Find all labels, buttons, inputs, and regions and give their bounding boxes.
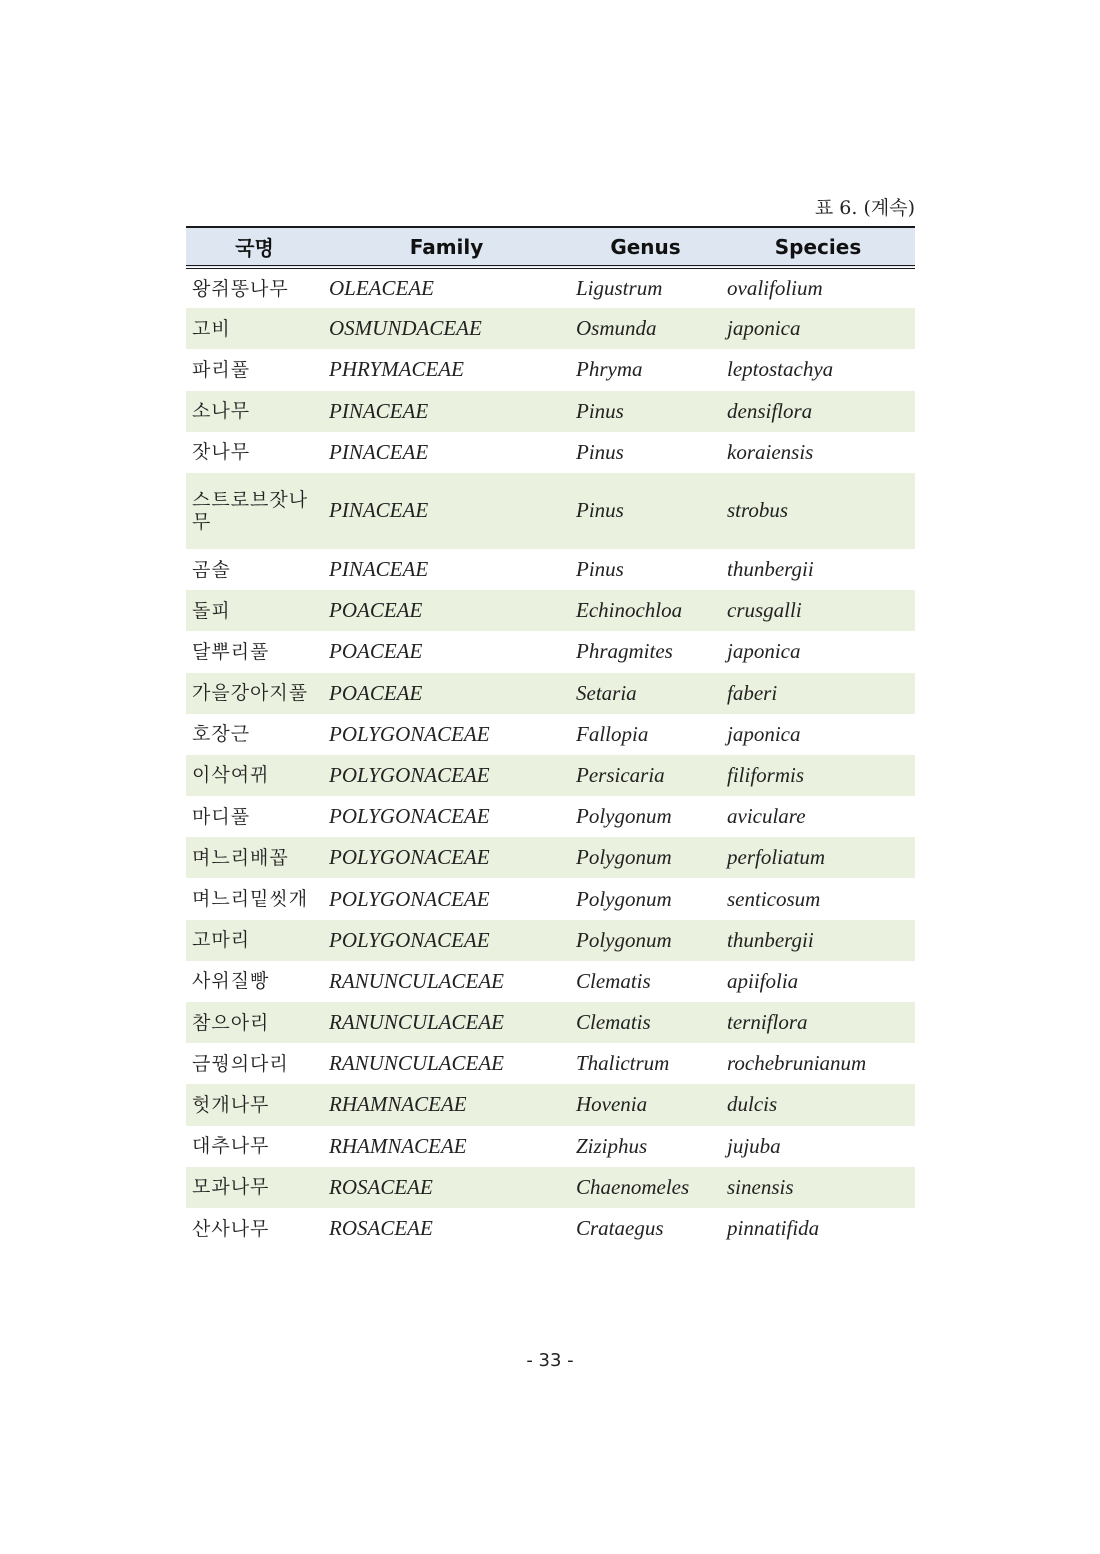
family-cell: POLYGONACEAE xyxy=(329,886,490,911)
table-row xyxy=(186,308,915,349)
genus-cell: Pinus xyxy=(576,439,624,464)
family-cell: ROSACEAE xyxy=(329,1174,433,1199)
species-cell: crusgalli xyxy=(727,598,802,623)
korean-name-cell: 참으아리 xyxy=(192,1011,270,1034)
genus-cell: Setaria xyxy=(576,680,637,705)
family-cell: POLYGONACEAE xyxy=(329,721,490,746)
korean-name-cell: 금꿩의다리 xyxy=(192,1052,289,1075)
table-row xyxy=(186,1208,915,1249)
genus-cell: Persicaria xyxy=(576,762,665,787)
family-cell: PINACEAE xyxy=(329,398,429,423)
species-cell: perfoliatum xyxy=(727,845,825,870)
family-cell: POLYGONACEAE xyxy=(329,762,490,787)
family-cell: OSMUNDACEAE xyxy=(329,316,482,341)
table-row xyxy=(186,961,915,1002)
korean-name-cell: 호장근 xyxy=(192,723,251,746)
header-genus: Genus xyxy=(570,227,721,267)
table-row xyxy=(186,267,915,308)
korean-name-cell: 잣나무 xyxy=(192,441,251,464)
genus-cell: Phryma xyxy=(576,357,643,382)
korean-name-cell: 모과나무 xyxy=(192,1176,270,1199)
species-cell: thunbergii xyxy=(727,557,814,582)
table-row xyxy=(186,837,915,878)
header-korean-name: 국명 xyxy=(186,227,323,267)
table-row xyxy=(186,391,915,432)
genus-cell: Chaenomeles xyxy=(576,1174,690,1199)
species-cell: thunbergii xyxy=(727,927,814,952)
genus-cell: Pinus xyxy=(576,498,624,523)
genus-cell: Hovenia xyxy=(576,1092,648,1117)
genus-cell: Clematis xyxy=(576,1010,651,1035)
family-cell: PINACEAE xyxy=(329,557,429,582)
species-cell: leptostachya xyxy=(727,357,834,382)
species-cell: terniflora xyxy=(727,1010,808,1035)
species-cell: densiflora xyxy=(727,398,813,423)
family-cell: PINACEAE xyxy=(329,498,429,523)
species-table xyxy=(186,226,915,1249)
family-cell: RANUNCULACEAE xyxy=(329,1051,505,1076)
korean-name-cell: 왕쥐똥나무 xyxy=(192,277,289,300)
genus-cell: Pinus xyxy=(576,398,624,423)
table-row xyxy=(186,920,915,961)
family-cell: RHAMNACEAE xyxy=(329,1133,467,1158)
family-cell: RHAMNACEAE xyxy=(329,1092,467,1117)
family-cell: ROSACEAE xyxy=(329,1216,433,1241)
species-cell: filiformis xyxy=(727,762,805,787)
korean-name-cell: 마디풀 xyxy=(192,805,251,828)
korean-name-cell: 파리풀 xyxy=(192,358,251,381)
table-row xyxy=(186,714,915,755)
table-row xyxy=(186,549,915,590)
genus-cell: Thalictrum xyxy=(576,1051,670,1076)
genus-cell: Osmunda xyxy=(576,316,657,341)
genus-cell: Polygonum xyxy=(576,927,672,952)
species-cell: faberi xyxy=(727,680,778,705)
page-number: - 33 - xyxy=(526,1350,574,1371)
genus-cell: Fallopia xyxy=(576,721,649,746)
korean-name-cell: 고비 xyxy=(192,317,231,340)
table-row xyxy=(186,796,915,837)
table-row xyxy=(186,432,915,473)
table-row xyxy=(186,590,915,631)
family-cell: POACEAE xyxy=(329,680,423,705)
header-family: Family xyxy=(323,227,570,267)
species-cell: pinnatifida xyxy=(727,1216,820,1241)
genus-cell: Crataegus xyxy=(576,1216,664,1241)
genus-cell: Phragmites xyxy=(576,639,673,664)
table-row xyxy=(186,755,915,796)
family-cell: POACEAE xyxy=(329,598,423,623)
family-cell: POLYGONACEAE xyxy=(329,927,490,952)
family-cell: POLYGONACEAE xyxy=(329,845,490,870)
family-cell: PINACEAE xyxy=(329,439,429,464)
korean-name-cell: 곰솔 xyxy=(192,558,231,581)
species-cell: japonica xyxy=(727,721,801,746)
table-row xyxy=(186,1043,915,1084)
korean-name-cell: 사위질빵 xyxy=(192,970,270,993)
table-row xyxy=(186,878,915,919)
species-cell: japonica xyxy=(727,316,801,341)
species-cell: ovalifolium xyxy=(727,276,823,301)
species-cell: dulcis xyxy=(727,1092,778,1117)
species-cell: apiifolia xyxy=(727,968,799,993)
korean-name-cell: 가을강아지풀 xyxy=(192,682,309,705)
species-cell: koraiensis xyxy=(727,439,814,464)
family-cell: POLYGONACEAE xyxy=(329,804,490,829)
korean-name-cell: 며느리배꼽 xyxy=(192,846,289,869)
korean-name-cell: 스트로브잣나무 xyxy=(192,488,309,533)
table-caption: 표 6. (계속) xyxy=(814,197,915,219)
korean-name-cell: 이삭여뀌 xyxy=(192,764,270,787)
genus-cell: Polygonum xyxy=(576,886,672,911)
species-cell: sinensis xyxy=(727,1174,794,1199)
species-cell: aviculare xyxy=(727,804,806,829)
korean-name-cell: 돌피 xyxy=(192,599,231,622)
genus-cell: Pinus xyxy=(576,557,624,582)
genus-cell: Echinochloa xyxy=(576,598,683,623)
genus-cell: Ziziphus xyxy=(576,1133,648,1158)
genus-cell: Polygonum xyxy=(576,804,672,829)
korean-name-cell: 소나무 xyxy=(192,400,251,423)
korean-name-cell: 산사나무 xyxy=(192,1217,270,1240)
species-cell: senticosum xyxy=(727,886,821,911)
table-row xyxy=(186,1084,915,1125)
family-cell: OLEACEAE xyxy=(329,276,434,301)
table-row xyxy=(186,1167,915,1208)
korean-name-cell: 며느리밑씻개 xyxy=(192,888,309,911)
species-cell: jujuba xyxy=(727,1133,781,1158)
table-row xyxy=(186,1002,915,1043)
family-cell: RANUNCULACEAE xyxy=(329,968,505,993)
table-row xyxy=(186,631,915,672)
table-row xyxy=(186,473,915,549)
korean-name-cell: 헛개나무 xyxy=(192,1093,270,1116)
header-species: Species xyxy=(721,227,915,267)
table-header-row xyxy=(186,227,915,267)
species-cell: rochebrunianum xyxy=(727,1051,867,1076)
species-cell: japonica xyxy=(727,639,801,664)
family-cell: PHRYMACEAE xyxy=(329,357,464,382)
species-cell: strobus xyxy=(727,498,789,523)
genus-cell: Clematis xyxy=(576,968,651,993)
genus-cell: Ligustrum xyxy=(576,276,663,301)
family-cell: RANUNCULACEAE xyxy=(329,1010,505,1035)
table-row xyxy=(186,349,915,390)
family-cell: POACEAE xyxy=(329,639,423,664)
korean-name-cell: 대추나무 xyxy=(192,1135,270,1158)
table-row xyxy=(186,673,915,714)
korean-name-cell: 고마리 xyxy=(192,929,251,952)
korean-name-cell: 달뿌리풀 xyxy=(192,640,270,663)
genus-cell: Polygonum xyxy=(576,845,672,870)
table-row xyxy=(186,1126,915,1167)
